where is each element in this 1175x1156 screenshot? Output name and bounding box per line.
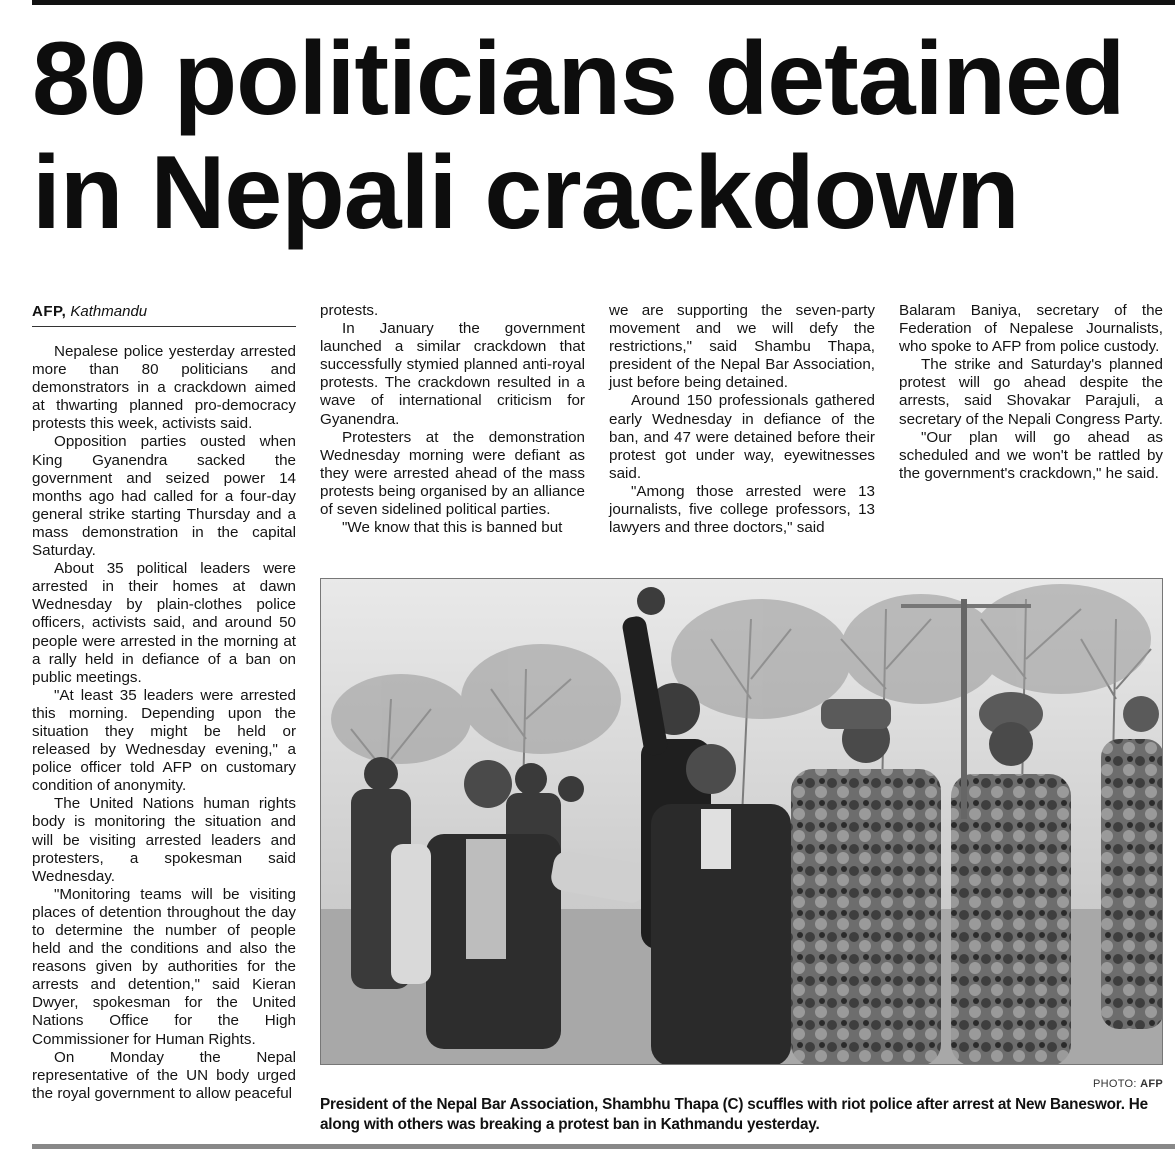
headline-line-2: in Nepali crackdown: [32, 135, 1019, 251]
paragraph: The strike and Saturday's planned protest will go ahead despite the arrests, said Shovakar Parajuli, a secretary of the Nepali Congress Party.: [899, 356, 1163, 428]
paragraph: "Monitoring teams will be visiting places of detention throughout the day to determine the number of people held and the conditions and also the reasons given by authorities for the arrests and detention," said Kieran Dwyer, spokesman for the United Nations Office for the High Commissioner for Human Rights.: [32, 885, 296, 1048]
paragraph: In January the government launched a similar crackdown that successfully stymied planned anti-royal protests. The crackdown resulted in a wave of international criticism for Gyanendra.: [320, 320, 585, 428]
protest-scene-illustration: [321, 579, 1163, 1065]
top-rule: [32, 0, 1175, 5]
paragraph: Protesters at the demonstration Wednesday morning were defiant as they were arrested ahead of the mass protests being organised by an alliance of seven sidelined political parties.: [320, 428, 585, 519]
paragraph: Opposition parties ousted when King Gyanendra sacked the government and seized power 14 months ago had called for a four-day general strike starting Thursday and a mass demonstration in the capital Saturday.: [32, 433, 296, 560]
paragraph: "At least 35 leaders were arrested this morning. Depending upon the situation they might be held or released by Wednesday evening," a police officer told AFP on customary condition of anonymity.: [32, 686, 296, 795]
headline: [32, 22, 1142, 250]
paragraph-continued: we are supporting the seven-party movement and we will defy the restrictions," said Shambu Thapa, president of the Nepal Bar Association, just before being detained.: [609, 302, 875, 392]
photo-caption: President of the Nepal Bar Association, Shambhu Thapa (C) scuffles with riot police after arrest at New Baneswor. He along with others was breaking a protest ban in Kathmandu yesterday.: [320, 1096, 1148, 1133]
paragraph-continued: protests.: [320, 302, 379, 319]
article-column-1: [32, 343, 296, 1103]
bottom-rule: [32, 1144, 1175, 1149]
headline-line-1: 80 politicians detained: [32, 21, 1125, 137]
photo-credit: [1000, 1078, 1163, 1090]
byline-location: Kathmandu: [70, 303, 148, 320]
paragraph: Around 150 professionals gathered early Wednesday in defiance of the ban, and 47 were detained before their protest got under way, eyewitnesses said.: [609, 392, 875, 482]
byline-rule: [32, 326, 296, 327]
photo-credit-source: AFP: [1140, 1078, 1163, 1090]
paragraph: "Our plan will go ahead as scheduled and we won't be rattled by the government's crackdown," he said.: [899, 428, 1163, 482]
byline-source: AFP,: [32, 303, 67, 320]
photo-credit-label: PHOTO:: [1092, 1078, 1137, 1090]
article-column-2: [320, 302, 585, 537]
paragraph-continued: Balaram Baniya, secretary of the Federation of Nepalese Journalists, who spoke to AFP from police custody.: [899, 302, 1163, 356]
paragraph: On Monday the Nepal representative of the UN body urged the royal government to allow peaceful: [32, 1048, 296, 1102]
news-photo: [320, 578, 1163, 1065]
paragraph: "Among those arrested were 13 journalists, five college professors, 13 lawyers and three doctors," said: [609, 482, 875, 537]
paragraph: About 35 political leaders were arrested in their homes at dawn Wednesday by plain-clothes police officers, activists said, and around 50 people were arrested in the morning at a rally held in defiance of a ban on public meetings.: [32, 560, 296, 686]
article-column-4: [899, 302, 1163, 483]
paragraph: Nepalese police yesterday arrested more than 80 politicians and demonstrators in a crackdown aimed at thwarting planned pro-democracy protests this week, activists said.: [32, 343, 296, 433]
byline: [32, 303, 296, 320]
paragraph: "We know that this is banned but: [342, 519, 563, 537]
article-column-3: [609, 302, 875, 537]
paragraph: The United Nations human rights body is monitoring the situation and will be visiting arrested leaders and protesters, a spokesman said Wednesday.: [32, 795, 296, 885]
